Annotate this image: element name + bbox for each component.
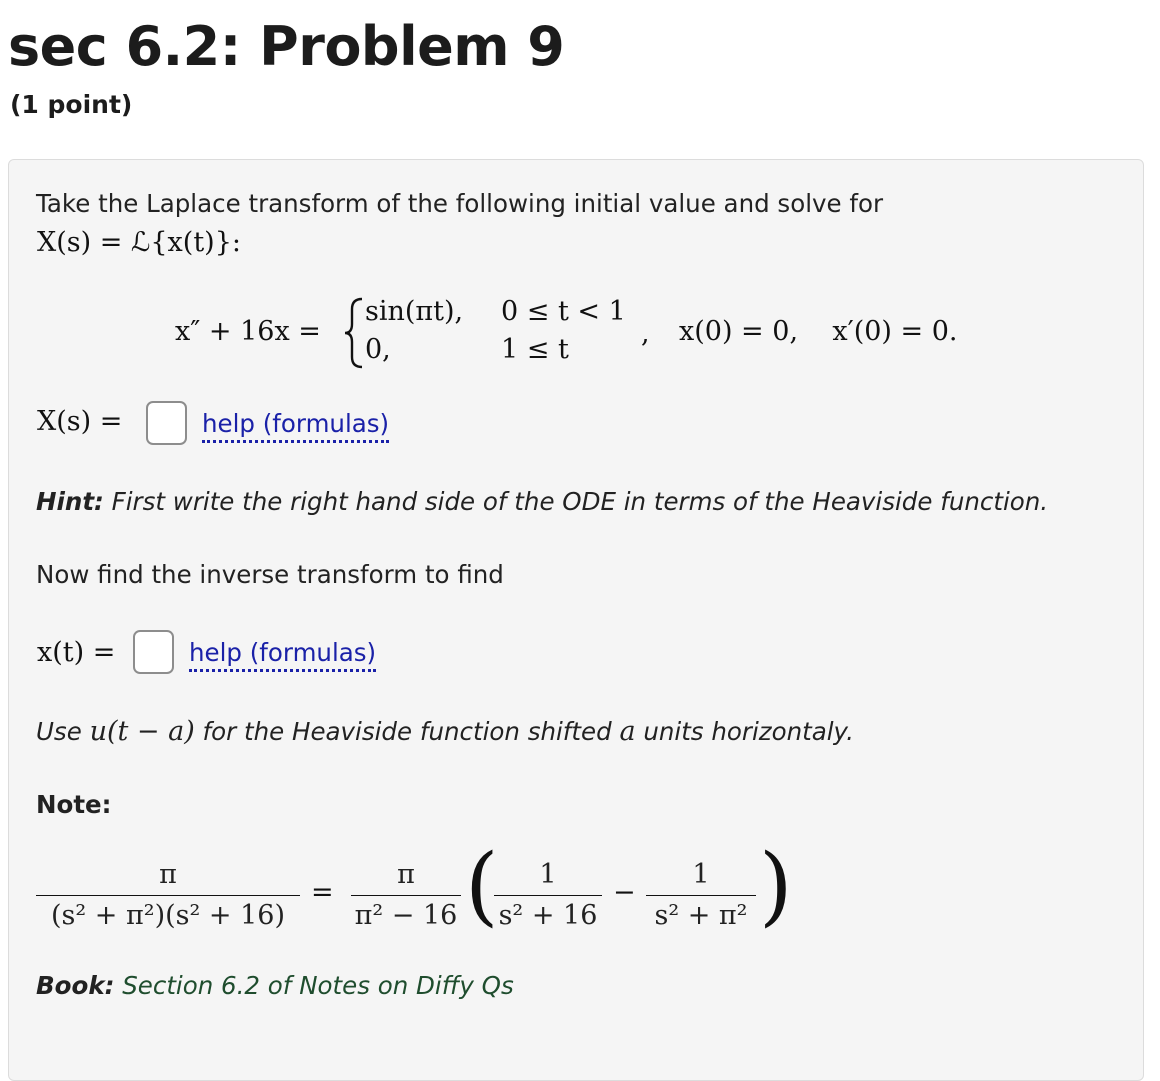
case-comma: , bbox=[641, 318, 650, 349]
note-lhs-fraction bbox=[36, 858, 300, 933]
initial-conditions: x(0) = 0, x′(0) = 0. bbox=[679, 316, 958, 347]
note-equals: = bbox=[311, 877, 334, 908]
ode-lhs: x″ + 16x = bbox=[175, 316, 321, 347]
note-coefficient-fraction bbox=[351, 858, 461, 933]
hint-label: Hint: bbox=[36, 487, 104, 516]
hint-body: First write the right hand side of the ODE in terms of the Heaviside function. bbox=[103, 487, 1049, 516]
points-label: (1 point) bbox=[10, 90, 133, 119]
book-reference bbox=[36, 971, 514, 1000]
left-paren-icon: ( bbox=[465, 836, 499, 936]
left-brace-icon bbox=[342, 296, 366, 370]
answer-xt-input[interactable] bbox=[133, 630, 174, 674]
answer2-label: x(t) = bbox=[37, 637, 116, 668]
note-lhs-numerator: π bbox=[159, 859, 177, 890]
hint-text bbox=[36, 487, 1048, 516]
note-term1-denominator: s² + 16 bbox=[498, 900, 598, 931]
use-pre: Use bbox=[36, 717, 90, 746]
use-post: for the Heaviside function shifted bbox=[194, 717, 620, 746]
book-label: Book: bbox=[36, 971, 115, 1000]
note-term2-numerator: 1 bbox=[692, 859, 710, 890]
intro-math: X(s) = ℒ{x(t)}: bbox=[37, 227, 241, 258]
right-paren-icon: ) bbox=[759, 836, 793, 936]
case1-expression: sin(πt), bbox=[365, 296, 464, 327]
note-coefficient-denominator: π² − 16 bbox=[354, 900, 458, 931]
case1-condition: 0 ≤ t < 1 bbox=[501, 296, 626, 327]
note-term2-denominator: s² + π² bbox=[654, 900, 748, 931]
intro-text: Take the Laplace transform of the following initial value and solve for bbox=[36, 189, 884, 218]
heaviside-math: u(t − a) bbox=[89, 716, 195, 747]
problem-panel bbox=[8, 159, 1144, 1081]
note-term1-numerator: 1 bbox=[539, 859, 557, 890]
note-label: Note: bbox=[36, 790, 112, 819]
heaviside-note bbox=[36, 716, 854, 747]
note-lhs-denominator: (s² + π²)(s² + 16) bbox=[51, 900, 285, 931]
shift-variable: a bbox=[619, 716, 636, 747]
answer-xs-input[interactable] bbox=[146, 401, 187, 445]
case2-expression: 0, bbox=[365, 334, 391, 365]
answer1-label: X(s) = bbox=[37, 406, 123, 437]
note-coefficient-numerator: π bbox=[397, 859, 415, 890]
note-term1-fraction bbox=[494, 858, 602, 933]
use-tail: units horizontaly. bbox=[635, 717, 854, 746]
case2-condition: 1 ≤ t bbox=[501, 334, 569, 365]
note-minus: − bbox=[613, 877, 636, 908]
help-formulas-link-2[interactable]: help (formulas) bbox=[189, 638, 376, 672]
page-title: sec 6.2: Problem 9 bbox=[8, 15, 565, 78]
note-term2-fraction bbox=[646, 858, 756, 933]
help-formulas-link-1[interactable]: help (formulas) bbox=[202, 409, 389, 443]
inverse-text: Now find the inverse transform to find bbox=[36, 560, 504, 589]
book-link[interactable]: Section 6.2 of Notes on Diffy Qs bbox=[114, 971, 514, 1000]
